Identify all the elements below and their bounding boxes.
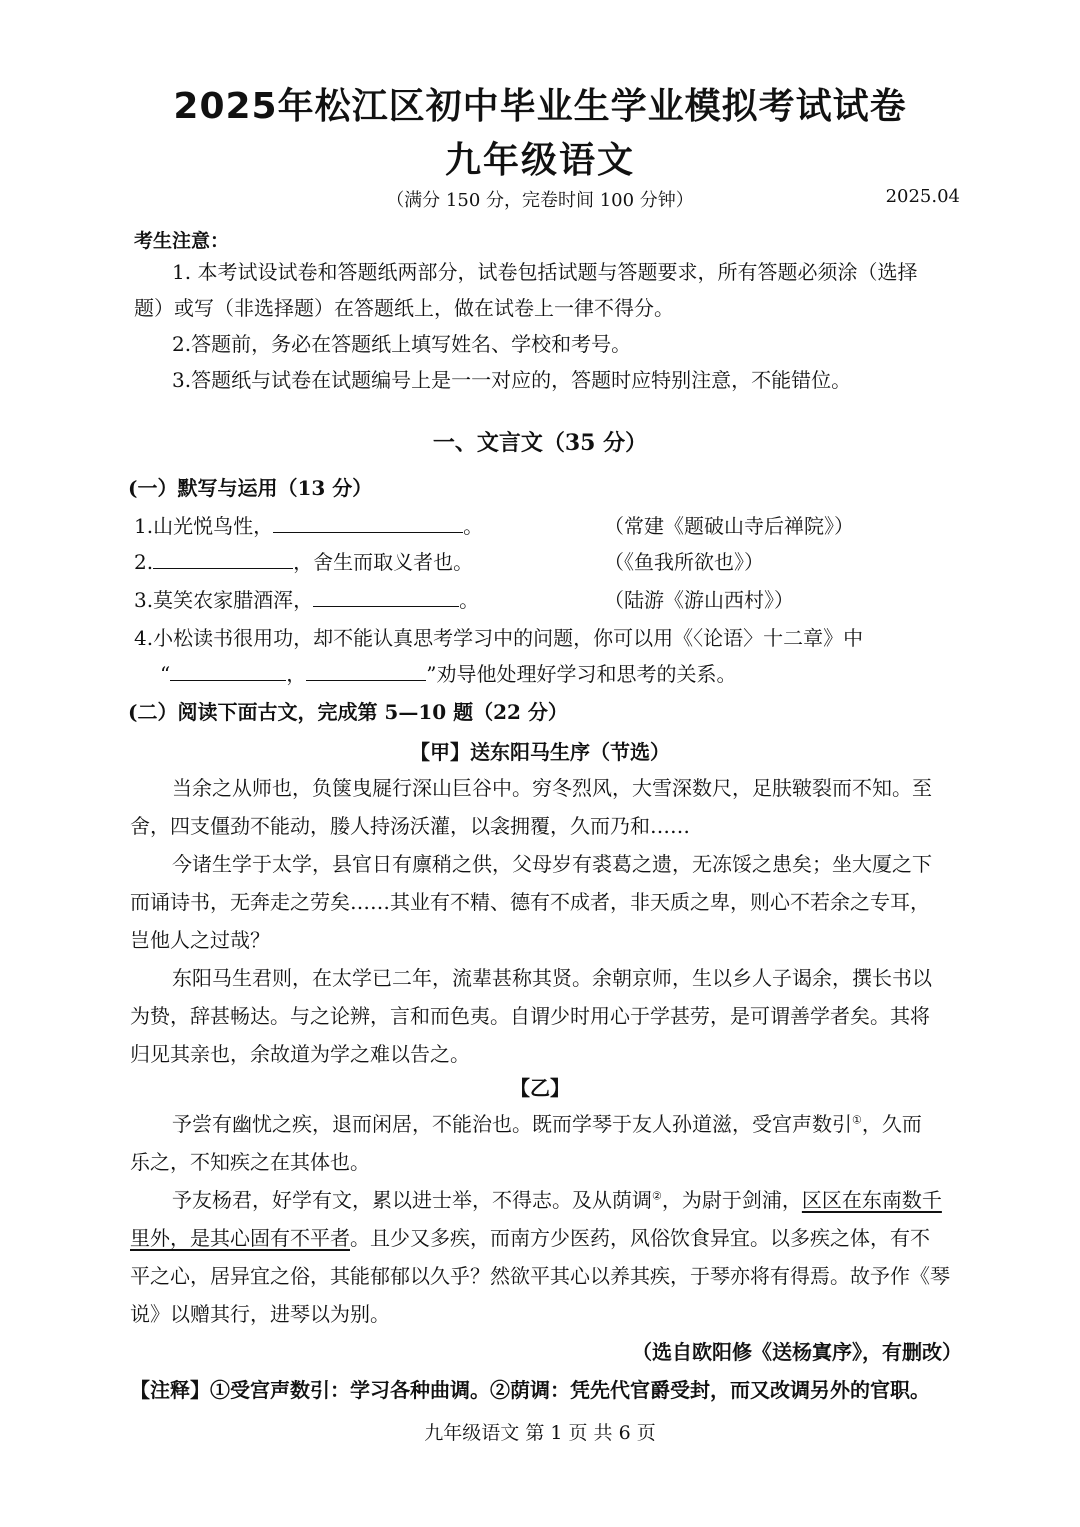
underlined-sentence-part-1: 区区在东南数千 bbox=[801, 1188, 942, 1212]
part-1-title: (一）默写与运用（13 分） bbox=[128, 476, 373, 500]
yi-p1-line-1 bbox=[172, 1108, 922, 1137]
score-info: （满分 150 分，完卷时间 100 分钟） bbox=[386, 190, 694, 211]
notice-item-1-line-1: 1. 本考试设试卷和答题纸两部分，试卷包括试题与答题要求，所有答题必须涂（选择 bbox=[172, 260, 918, 284]
yi-p2-l1-b: ，为尉于剑浦， bbox=[661, 1188, 802, 1212]
q2-suffix: ，舍生而取义者也。 bbox=[293, 550, 474, 574]
yi-p2-line-2 bbox=[130, 1222, 930, 1251]
q2-answer-blank[interactable] bbox=[153, 548, 293, 569]
question-4-line-1: 4.小松读书很用功，却不能认真思考学习中的问题，你可以用《〈论语〉十二章》中 bbox=[134, 626, 864, 650]
note-marker-2: ② bbox=[652, 1189, 662, 1203]
passage-jia-title: 【甲】送东阳马生序（节选） bbox=[410, 740, 670, 764]
q4-comma: ， bbox=[286, 662, 307, 686]
q1-suffix: 。 bbox=[463, 514, 484, 538]
yi-p2-l1-a: 予友杨君，好学有文，累以进士举，不得志。及从荫调 bbox=[172, 1188, 652, 1212]
yi-p1-line-2: 乐之，不知疾之在其体也。 bbox=[130, 1150, 370, 1174]
question-3 bbox=[134, 584, 479, 613]
yi-p2-l2-b: 。且少又多疾，而南方少医药，风俗饮食异宜。以多疾之体，有不 bbox=[350, 1226, 930, 1250]
yi-p2-line-3: 平之心，居异宜之俗，其能郁郁以久乎？然欲平其心以养其疾，于琴亦将有得焉。故予作《琴 bbox=[130, 1264, 950, 1288]
q2-source: （《鱼我所欲也》） bbox=[604, 550, 764, 574]
q4-open-quote: “ bbox=[160, 662, 171, 686]
page-footer: 九年级语文 第 1 页 共 6 页 bbox=[424, 1422, 656, 1444]
yi-p1-l1-b: ，久而 bbox=[861, 1112, 922, 1136]
jia-p3-line-1: 东阳马生君则，在太学已二年，流辈甚称其贤。余朝京师，生以乡人子谒余，撰长书以 bbox=[172, 966, 932, 990]
q4-answer-blank-1[interactable] bbox=[170, 660, 286, 681]
passage-yi-title: 【乙】 bbox=[510, 1076, 570, 1100]
q3-prefix: 3.莫笑农家腊酒浑， bbox=[134, 588, 314, 612]
exam-title: 2025年松江区初中毕业生学业模拟考试试卷 bbox=[173, 86, 907, 127]
passage-yi-source: （选自欧阳修《送杨寘序》，有删改） bbox=[632, 1340, 962, 1364]
q1-prefix: 1.山光悦鸟性， bbox=[134, 514, 274, 538]
question-4-line-2 bbox=[160, 658, 736, 687]
q1-source: （常建《题破山寺后禅院》） bbox=[604, 514, 854, 538]
yi-p1-l1-a: 予尝有幽忧之疾，退而闲居，不能治也。既而学琴于友人孙道滋，受宫声数引 bbox=[172, 1112, 852, 1136]
q1-answer-blank[interactable] bbox=[273, 512, 463, 533]
jia-p2-line-3: 岂他人之过哉？ bbox=[130, 928, 270, 952]
question-2 bbox=[134, 546, 473, 575]
q4-end: ”劝导他处理好学习和思考的关系。 bbox=[426, 662, 737, 686]
note-marker-1: ① bbox=[852, 1113, 862, 1127]
underlined-sentence-part-2: 里外，是其心固有不平者 bbox=[130, 1226, 350, 1250]
jia-p2-line-1: 今诸生学于太学，县官日有廪稍之供，父母岁有裘葛之遗，无冻馁之患矣；坐大厦之下 bbox=[172, 852, 932, 876]
q3-answer-blank[interactable] bbox=[313, 586, 459, 607]
jia-p1-line-2: 舍，四支僵劲不能动，媵人持汤沃灌，以衾拥覆，久而乃和…… bbox=[130, 814, 690, 838]
part-2-title: (二）阅读下面古文，完成第 5—10 题（22 分） bbox=[128, 700, 568, 724]
section-title: 一、文言文（35 分） bbox=[432, 430, 648, 456]
exam-date: 2025.04 bbox=[885, 186, 960, 207]
question-1 bbox=[134, 510, 483, 539]
q3-suffix: 。 bbox=[459, 588, 480, 612]
notice-item-3: 3.答题纸与试卷在试题编号上是一一对应的，答题时应特别注意，不能错位。 bbox=[172, 368, 852, 392]
jia-p3-line-2: 为贽，辞甚畅达。与之论辨，言和而色夷。自谓少时用心于学甚劳，是可谓善学者矣。其将 bbox=[130, 1004, 930, 1028]
q3-source: （陆游《游山西村》） bbox=[604, 588, 794, 612]
notice-heading: 考生注意： bbox=[134, 230, 230, 252]
q4-answer-blank-2[interactable] bbox=[306, 660, 426, 681]
exam-subtitle: 九年级语文 bbox=[444, 140, 635, 181]
yi-p2-line-1 bbox=[172, 1184, 942, 1213]
jia-p3-line-3: 归见其亲也，余故道为学之难以告之。 bbox=[130, 1042, 470, 1066]
notice-item-1-line-2: 题）或写（非选择题）在答题纸上，做在试卷上一律不得分。 bbox=[134, 296, 674, 320]
notice-item-2: 2.答题前，务必在答题纸上填写姓名、学校和考号。 bbox=[172, 332, 632, 356]
yi-p2-line-4: 说》以赠其行，进琴以为别。 bbox=[130, 1302, 390, 1326]
q2-prefix: 2. bbox=[134, 550, 154, 574]
annotation-notes: 【注释】①受宫声数引：学习各种曲调。②荫调：凭先代官爵受封，而又改调另外的官职。 bbox=[130, 1378, 930, 1402]
jia-p1-line-1: 当余之从师也，负箧曳屣行深山巨谷中。穷冬烈风，大雪深数尺，足肤皲裂而不知。至 bbox=[172, 776, 932, 800]
jia-p2-line-2: 而诵诗书，无奔走之劳矣……其业有不精、德有不成者，非天质之卑，则心不若余之专耳， bbox=[130, 890, 930, 914]
